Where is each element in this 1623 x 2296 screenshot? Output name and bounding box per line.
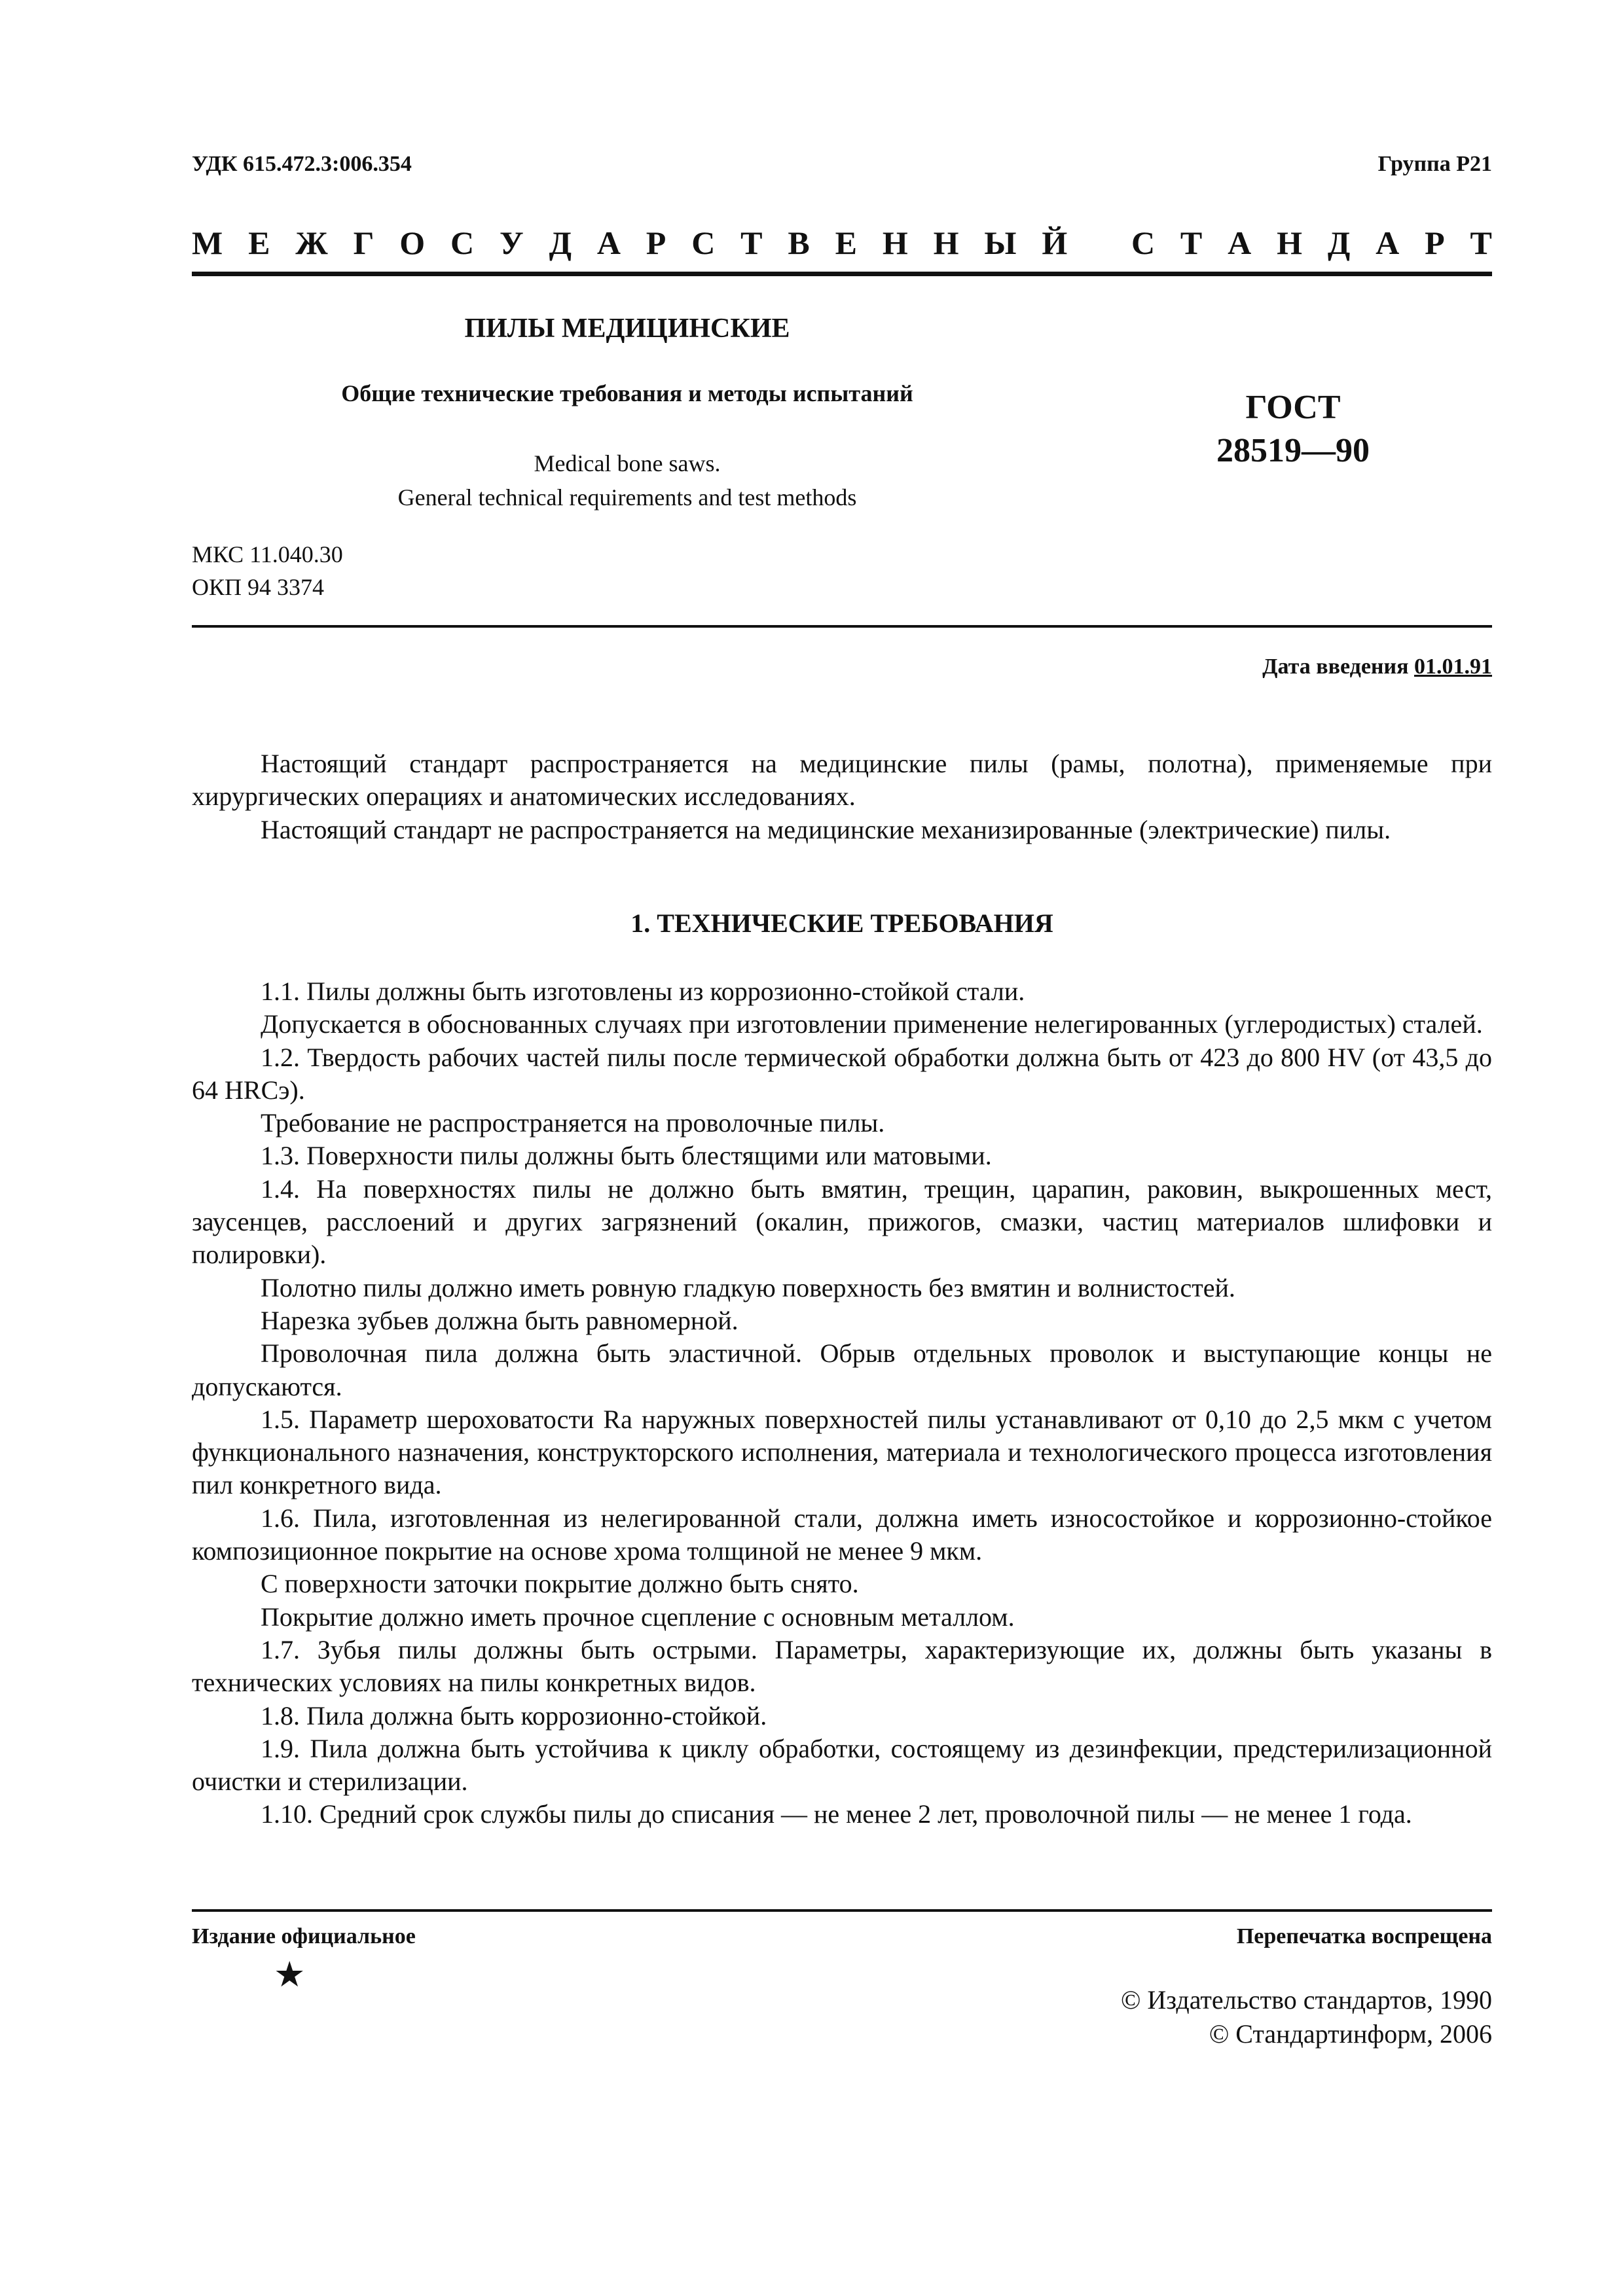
official-edition: Издание официальное — [192, 1924, 416, 1948]
banner-letter: Т — [1180, 224, 1203, 261]
banner-letter: Е — [835, 224, 857, 261]
banner-letter: Т — [1470, 224, 1492, 261]
requirement-paragraph: Нарезка зубьев должна быть равномерной. — [261, 1305, 739, 1335]
interstate-standard-banner — [192, 224, 1492, 262]
mks-code: МКС 11.040.30 — [192, 541, 343, 567]
banner-letter: С — [1131, 224, 1156, 261]
intro-paragraph: Настоящий стандарт распространяется на медицинские пилы (рамы, полотна), применяемые при хирургических операциях и анатомических исследованиях. — [192, 749, 1492, 812]
gost-label: ГОСТ — [1245, 389, 1341, 426]
banner-letter: Д — [549, 224, 572, 261]
banner-letter: Н — [882, 224, 908, 261]
banner-letter: О — [399, 224, 426, 261]
udk-code: УДК 615.472.3:006.354 — [192, 152, 412, 176]
requirement-paragraph: 1.6. Пила, изготовленная из нелегированной стали, должна иметь износостойкое и коррозионно-стойкое композиционное покрытие на основе хрома толщиной не менее 9 мкм. — [192, 1503, 1492, 1566]
banner-letter: Е — [248, 224, 270, 261]
banner-letter: У — [500, 224, 524, 261]
banner-letter: А — [1376, 224, 1400, 261]
banner-letter: Д — [1327, 224, 1351, 261]
copyright-line1: © Издательство стандартов, 1990 — [1120, 1985, 1492, 2015]
requirement-paragraph: Проволочная пила должна быть эластичной. Обрыв отдельных проволок и выступающие концы не допускаются. — [192, 1338, 1492, 1401]
group-code: Группа Р21 — [1377, 152, 1492, 176]
requirement-paragraph: Требование не распространяется на проволочные пилы. — [261, 1108, 885, 1138]
footer-rule — [192, 1909, 1492, 1912]
requirement-paragraph: Покрытие должно иметь прочное сцепление с основным металлом. — [261, 1602, 1015, 1632]
copyright-line2: © Стандартинформ, 2006 — [1209, 2019, 1492, 2049]
introduction-date — [1262, 655, 1492, 679]
requirement-paragraph: 1.4. На поверхностях пилы не должно быть вмятин, трещин, царапин, раковин, выкрошенных мест, заусенцев, расслоений и других загрязнений (окалин, прижогов, смазки, частиц материалов шлифовки и полировки). — [192, 1174, 1492, 1270]
english-title-line1: Medical bone saws. — [534, 450, 721, 476]
introduction-date-value: 01.01.91 — [1414, 655, 1492, 679]
requirements-text — [192, 975, 1492, 1831]
banner-letter: Н — [1277, 224, 1303, 261]
banner-letter: Й — [1042, 224, 1068, 261]
banner-letter: Ж — [295, 224, 328, 261]
banner-letter: Г — [353, 224, 374, 261]
requirement-paragraph: 1.5. Параметр шероховатости Ra наружных поверхностей пилы устанавливают от 0,10 до 2,5 мкм с учетом функционального назначения, конструкторского исполнения, материала и технологического процесса изготовления пил конкретного вида. — [192, 1404, 1492, 1500]
banner-letter: Т — [740, 224, 763, 261]
banner-letter: Ы — [984, 224, 1017, 261]
classification-codes — [192, 538, 343, 603]
banner-letter: В — [788, 224, 810, 261]
gost-designation — [1152, 386, 1434, 473]
banner-letter: Н — [933, 224, 959, 261]
requirement-paragraph: 1.7. Зубья пилы должны быть острыми. Параметры, характеризующие их, должны быть указаны в технических условиях на пилы конкретных видов. — [192, 1634, 1492, 1698]
top-rule — [192, 272, 1492, 276]
requirement-paragraph: 1.9. Пила должна быть устойчива к циклу обработки, состоящему из дезинфекции, предстерилизационной очистки и стерилизации. — [192, 1733, 1492, 1797]
reprint-prohibited: Перепечатка воспрещена — [1236, 1924, 1492, 1948]
requirement-paragraph: 1.8. Пила должна быть коррозионно-стойкой. — [261, 1700, 767, 1731]
gost-number: 28519—90 — [1216, 432, 1370, 469]
banner-letter: М — [192, 224, 223, 261]
star-icon: ★ — [274, 1955, 306, 1994]
banner-letter: А — [596, 224, 621, 261]
intro-paragraph: Настоящий стандарт не распространяется на медицинские механизированные (электрические) пилы. — [261, 814, 1391, 844]
requirement-paragraph: Полотно пилы должно иметь ровную гладкую поверхность без вмятин и волнистостей. — [261, 1272, 1235, 1302]
banner-letter: Р — [1425, 224, 1445, 261]
requirement-paragraph: С поверхности заточки покрытие должно быть снято. — [261, 1569, 859, 1599]
requirement-paragraph: 1.2. Твердость рабочих частей пилы после термической обработки должна быть от 423 до 800 HV (от 43,5 до 64 HRCэ). — [192, 1042, 1492, 1105]
requirement-paragraph: 1.1. Пилы должны быть изготовлены из коррозионно-стойкой стали. — [261, 977, 1025, 1006]
document-subtitle: Общие технические требования и методы испытаний — [341, 380, 913, 406]
english-title — [192, 446, 1063, 514]
requirement-paragraph: 1.10. Средний срок службы пилы до списания — не менее 2 лет, проволочной пилы — не менее 1 года. — [261, 1799, 1412, 1829]
copyright — [1121, 1983, 1492, 2051]
english-title-line2: General technical requirements and test methods — [397, 484, 857, 511]
banner-letter: А — [1228, 224, 1252, 261]
header-rule — [192, 625, 1492, 628]
document-title: ПИЛЫ МЕДИЦИНСКИЕ — [464, 314, 790, 344]
intro-text — [192, 747, 1492, 846]
banner-letter — [1093, 224, 1106, 262]
requirement-paragraph: 1.3. Поверхности пилы должны быть блестящими или матовыми. — [261, 1141, 992, 1171]
okp-code: ОКП 94 3374 — [192, 574, 325, 600]
banner-letter: С — [691, 224, 716, 261]
banner-letter: С — [450, 224, 475, 261]
section-title: 1. ТЕХНИЧЕСКИЕ ТРЕБОВАНИЯ — [630, 908, 1053, 938]
introduction-date-label: Дата введения — [1262, 655, 1409, 679]
banner-letter: Р — [646, 224, 666, 261]
requirement-paragraph: Допускается в обоснованных случаях при изготовлении применение нелегированных (углеродистых) сталей. — [261, 1009, 1483, 1039]
